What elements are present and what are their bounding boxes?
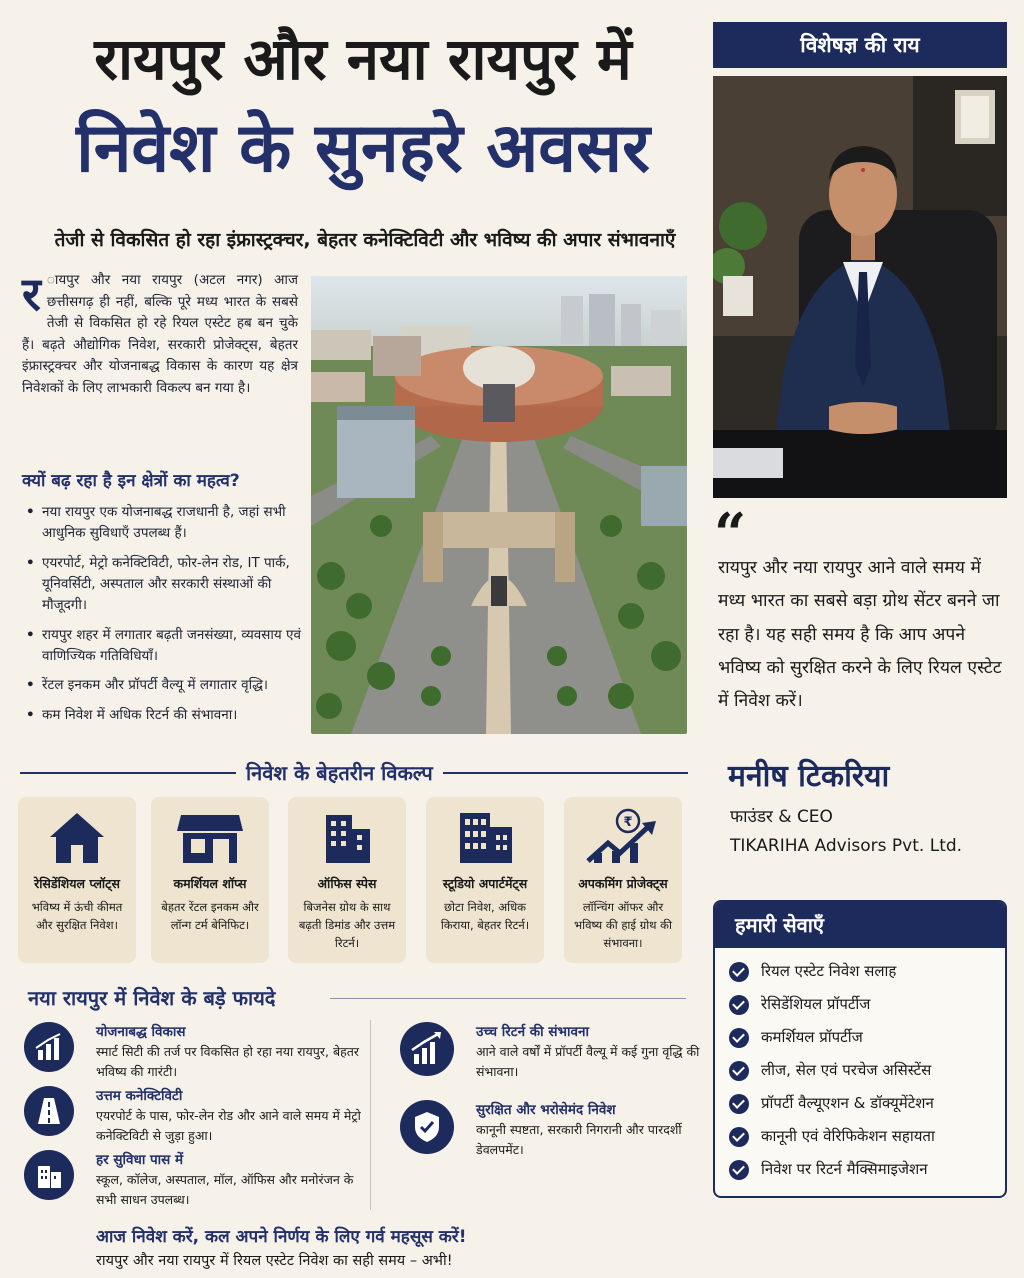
benefits-heading: नया रायपुर में निवेश के बड़े फायदे — [28, 986, 276, 1010]
check-icon — [729, 995, 749, 1015]
option-card-commercial-shops — [151, 797, 269, 963]
list-item: • नया रायपुर एक योजनाबद्ध राजधानी है, जहां सभी आधुनिक सुविधाएँ उपलब्ध हैं। — [22, 502, 304, 544]
benefit-desc: स्मार्ट सिटी की तर्ज पर विकसित हो रहा नया रायपुर, बेहतर भविष्य की गारंटी। — [96, 1044, 359, 1079]
growth-chart-icon — [400, 1022, 454, 1076]
why-heading: क्यों बढ़ रहा है इन क्षेत्रों का महत्व? — [22, 471, 240, 491]
option-title: रेसिडेंशियल प्लॉट्स — [34, 876, 120, 891]
option-title: कमर्शियल शॉप्स — [173, 876, 247, 891]
service-label: निवेश पर रिटर्न मैक्सिमाइजेशन — [761, 1160, 928, 1178]
check-icon — [729, 1061, 749, 1081]
check-icon — [729, 1028, 749, 1048]
check-icon — [729, 1094, 749, 1114]
option-title: ऑफिस स्पेस — [317, 876, 377, 891]
check-icon — [729, 1127, 749, 1147]
svg-text:₹: ₹ — [623, 815, 633, 830]
option-card-residential-plots — [18, 797, 136, 963]
option-card-studio-apartments — [426, 797, 544, 963]
benefit-title: उत्तम कनेक्टिविटी — [96, 1088, 183, 1104]
why-list — [22, 502, 304, 735]
section-divider — [330, 998, 686, 999]
option-desc: बेहतर रेंटल इनकम और लॉन्ग टर्म बेनिफिट। — [161, 900, 259, 932]
road-icon — [24, 1086, 74, 1136]
office-building-icon — [288, 807, 406, 867]
service-label: रेसिडेंशियल प्रॉपर्टीज — [761, 995, 871, 1013]
shop-icon — [151, 807, 269, 867]
title-line-1: रायपुर और नया रायपुर में — [94, 25, 632, 93]
service-label: कानूनी एवं वेरिफिकेशन सहायता — [761, 1127, 935, 1145]
service-label: लीज, सेल एवं परचेज असिस्टेंस — [761, 1061, 932, 1079]
option-card-upcoming-projects — [564, 797, 682, 963]
list-item: • एयरपोर्ट, मेट्रो कनेक्टिविटी, फोर-लेन रोड, IT पार्क, यूनिवर्सिटी, अस्पताल और सरकारी संस्थाओं की मौजूदगी। — [22, 553, 304, 616]
option-card-office-space — [288, 797, 406, 963]
benefit-title: सुरक्षित और भरोसेमंद निवेश — [476, 1102, 616, 1118]
option-desc: छोटा निवेश, अधिक किराया, बेहतर रिटर्न। — [440, 900, 530, 932]
expert-banner: विशेषज्ञ की राय — [713, 22, 1007, 68]
service-label: कमर्शियल प्रॉपर्टीज — [761, 1028, 863, 1046]
option-desc: भविष्य में ऊंची कीमत और सुरक्षित निवेश। — [31, 900, 123, 932]
check-icon — [729, 962, 749, 982]
services-heading: हमारी सेवाएँ — [715, 902, 1005, 948]
intro-text: ायपुर और नया रायपुर (अटल नगर) आज छत्तीसगढ़ ही नहीं, बल्कि पूरे मध्य भारत के सबसे तेजी से विकसित हो रहे रियल एस्टेट हब बन चुके हैं। बढ़ते औद्योगिक निवेश, सरकारी प्रोजेक्ट्स, बेहतर इंफ्रास्ट्रक्चर और योजनाबद्ध विकास के कारण यह क्षेत्र निवेशकों के लिए लाभकारी विकल्प बन गया है। — [22, 272, 298, 396]
growth-rupee-icon — [564, 807, 682, 867]
intro-dropcap: र — [22, 267, 41, 321]
benefit-title: उच्च रिटर्न की संभावना — [476, 1024, 589, 1040]
apartment-icon — [426, 807, 544, 867]
benefit-desc: आने वाले वर्षों में प्रॉपर्टी वैल्यू में कई गुना वृद्धि की संभावना। — [476, 1044, 700, 1079]
option-title: अपकमिंग प्रोजेक्ट्स — [578, 876, 668, 891]
title-line-2: निवेश के सुनहरे अवसर — [76, 109, 650, 188]
benefits-column-divider — [370, 1020, 371, 1210]
benefit-desc: स्कूल, कॉलेज, अस्पताल, मॉल, ऑफिस और मनोरंजन के सभी साधन उपलब्ध। — [96, 1172, 354, 1207]
expert-name: मनीष टिकरिया — [728, 759, 890, 794]
bar-chart-icon — [24, 1022, 74, 1072]
benefit-title: योजनाबद्ध विकास — [96, 1024, 186, 1040]
buildings-icon — [24, 1150, 74, 1200]
option-desc: बिजनेस ग्रोथ के साथ बढ़ती डिमांड और उत्तम रिटर्न। — [298, 900, 396, 950]
service-label: रियल एस्टेट निवेश सलाह — [761, 962, 897, 980]
house-icon — [18, 807, 136, 867]
subtitle: तेजी से विकसित हो रहा इंफ्रास्ट्रक्चर, बेहतर कनेक्टिविटी और भविष्य की अपार संभावनाएँ — [54, 229, 676, 251]
shield-check-icon — [400, 1100, 454, 1154]
benefit-desc: एयरपोर्ट के पास, फोर-लेन रोड और आने वाले समय में मेट्रो कनेक्टिविटी से जुड़ा हुआ। — [96, 1108, 361, 1143]
check-icon — [729, 1160, 749, 1180]
intro-paragraph — [22, 267, 298, 400]
cta-heading: आज निवेश करें, कल अपने निर्णय के लिए गर्व महसूस करें! — [96, 1227, 467, 1247]
quote-mark-icon: “ — [714, 501, 747, 567]
expert-quote: रायपुर और नया रायपुर आने वाले समय में मध्य भारत का सबसे बड़ा ग्रोथ सेंटर बनने जा रहा है। यह सही समय है कि आप अपने भविष्य को सुरक्षित करने के लिए रियल एस्टेट में निवेश करें। — [718, 558, 1002, 711]
option-desc: लॉन्चिंग ऑफर और भविष्य की हाई ग्रोथ की संभावना। — [574, 900, 672, 950]
city-aerial-image — [311, 276, 687, 734]
cta-subtext: रायपुर और नया रायपुर में रियल एस्टेट निवेश का सही समय – अभी! — [96, 1253, 453, 1269]
benefit-desc: कानूनी स्पष्टता, सरकारी निगरानी और पारदर्शी डेवलपमेंट। — [476, 1122, 682, 1157]
list-item: • रेंटल इनकम और प्रॉपर्टी वैल्यू में लगातार वृद्धि। — [22, 675, 304, 696]
expert-photo — [713, 76, 1007, 498]
benefit-title: हर सुविधा पास में — [96, 1152, 184, 1168]
list-item: • कम निवेश में अधिक रिटर्न की संभावना। — [22, 705, 304, 726]
option-title: स्टूडियो अपार्टमेंट्स — [442, 876, 528, 891]
list-item: • रायपुर शहर में लगातार बढ़ती जनसंख्या, व्यवसाय एवं वाणिज्यिक गतिविधियाँ। — [22, 625, 304, 667]
expert-company: TIKARIHA Advisors Pvt. Ltd. — [730, 836, 963, 856]
service-label: प्रॉपर्टी वैल्यूएशन & डॉक्यूमेंटेशन — [761, 1094, 934, 1112]
expert-role: फाउंडर & CEO — [730, 807, 833, 827]
services-panel — [713, 900, 1007, 1198]
options-heading: निवेश के बेहतरीन विकल्प — [236, 759, 443, 786]
